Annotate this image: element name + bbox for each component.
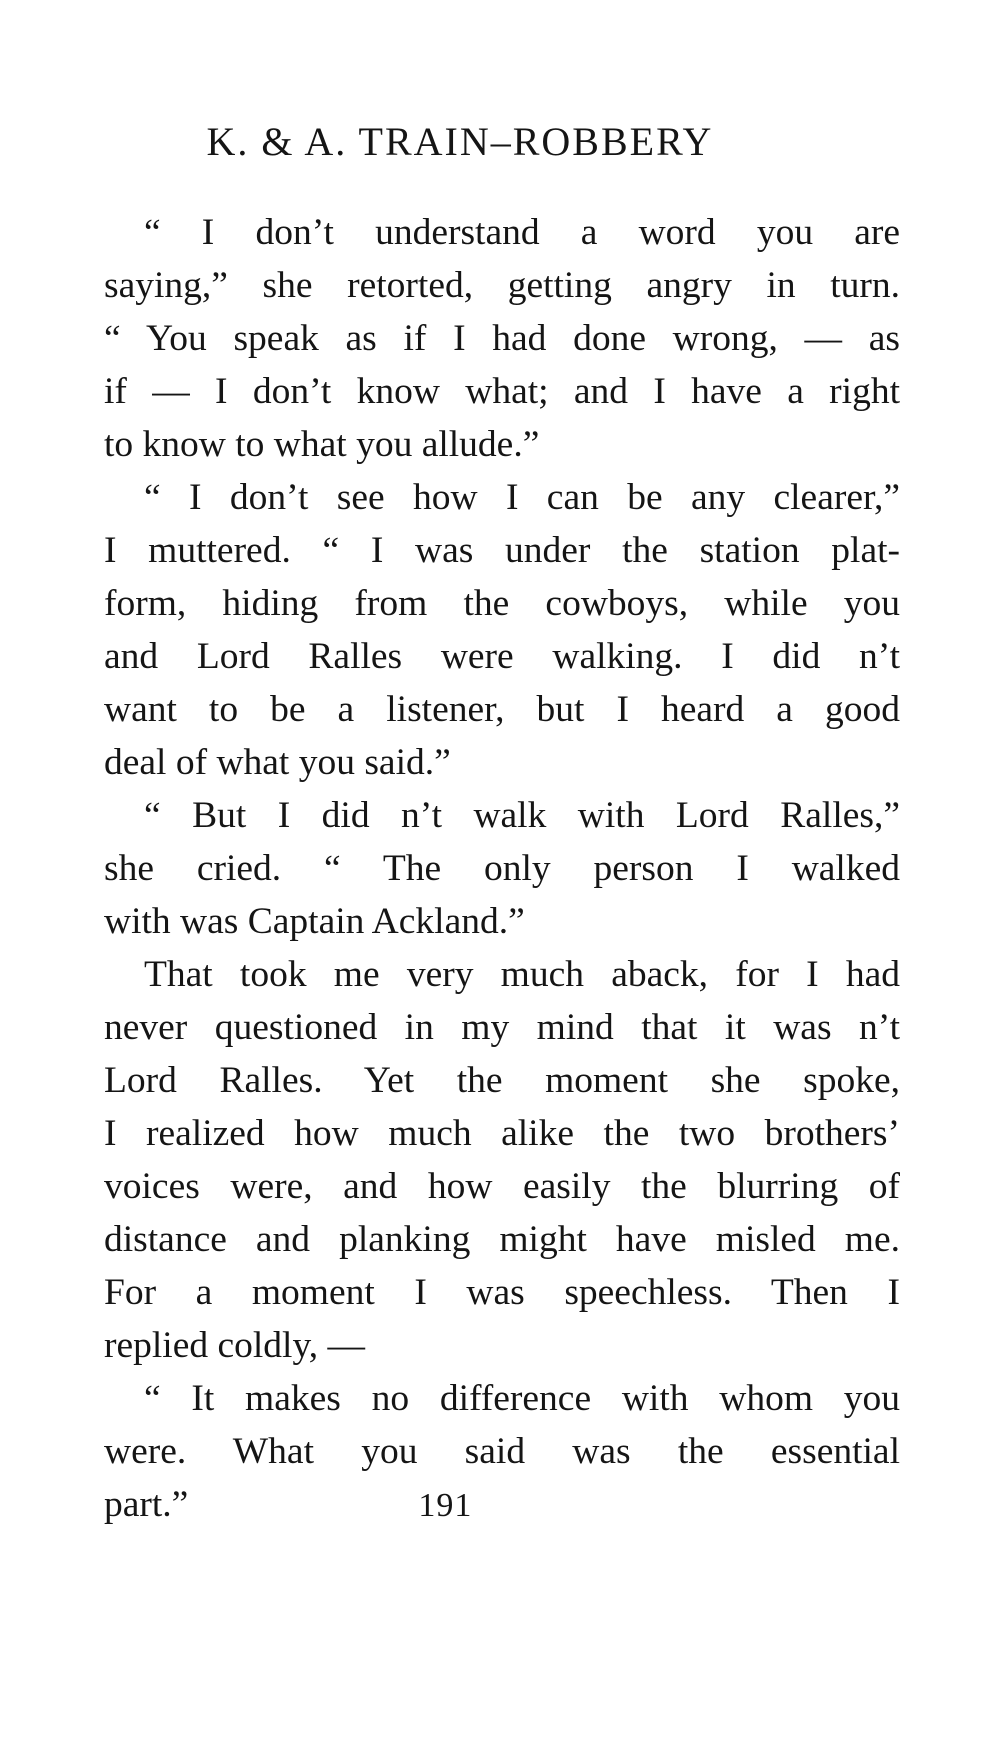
text-line: deal of what you said.” bbox=[104, 742, 451, 783]
page-number: 191 bbox=[418, 1487, 473, 1524]
text-line: “ But I did n’t walk with Lord Ralles,” bbox=[144, 795, 900, 836]
text-line: I realized how much alike the two brothers’ bbox=[104, 1113, 900, 1154]
text-line: “ I don’t see how I can be any clearer,” bbox=[144, 477, 900, 518]
text-line: Lord Ralles. Yet the moment she spoke, bbox=[104, 1060, 900, 1101]
text-line: That took me very much aback, for I had bbox=[144, 954, 900, 995]
text-line: distance and planking might have misled me. bbox=[104, 1219, 900, 1260]
text-line: “ I don’t understand a word you are bbox=[144, 212, 900, 253]
running-head: K. & A. TRAIN–ROBBERY bbox=[206, 119, 714, 164]
text-line: replied coldly, — bbox=[104, 1325, 366, 1366]
last-line bbox=[104, 1478, 900, 1531]
text-line: to know to what you allude.” bbox=[104, 424, 540, 465]
text-line: and Lord Ralles were walking. I did n’t bbox=[104, 636, 900, 677]
text-line: want to be a listener, but I heard a good bbox=[104, 689, 900, 730]
text-line: part.” bbox=[104, 1484, 189, 1525]
text-line: I muttered. “ I was under the station plat- bbox=[104, 530, 900, 571]
text-line: saying,” she retorted, getting angry in turn. bbox=[104, 265, 900, 306]
body-text bbox=[104, 206, 900, 1531]
text-line: “ You speak as if I had done wrong, — as bbox=[104, 318, 900, 359]
text-line: For a moment I was speechless. Then I bbox=[104, 1272, 900, 1313]
text-line: if — I don’t know what; and I have a right bbox=[104, 371, 900, 412]
text-line: voices were, and how easily the blurring of bbox=[104, 1166, 900, 1207]
text-line: with was Captain Ackland.” bbox=[104, 901, 525, 942]
text-line: form, hiding from the cowboys, while you bbox=[104, 583, 900, 624]
text-line: she cried. “ The only person I walked bbox=[104, 848, 900, 889]
text-line: never questioned in my mind that it was n’t bbox=[104, 1007, 900, 1048]
text-line: “ It makes no difference with whom you bbox=[144, 1378, 900, 1419]
text-line: were. What you said was the essential bbox=[104, 1431, 900, 1472]
